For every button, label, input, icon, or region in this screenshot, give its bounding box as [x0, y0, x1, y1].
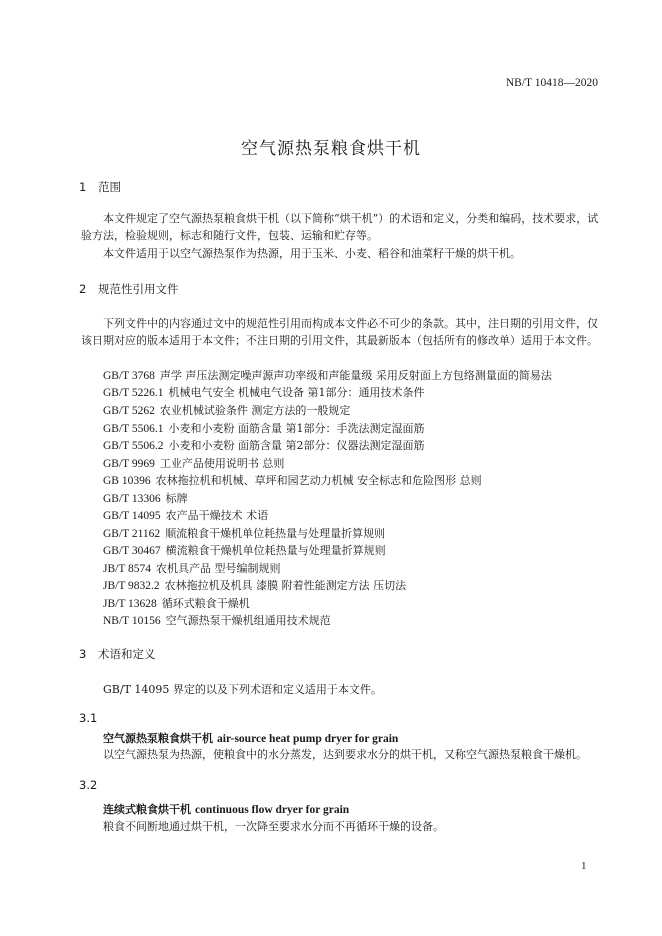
reference-item: [103, 525, 385, 541]
term-definition: 以空气源热泵为热源，使粮食中的水分蒸发，达到要求水分的烘干机，又称空气源热泵粮食干燥机。: [103, 748, 587, 761]
section-1-paragraph-2: 本文件适用于以空气源热泵作为热源，用于玉米、小麦、稻谷和油菜籽干燥的烘干机。: [103, 247, 521, 260]
section-1-paragraph-1: 本文件规定了空气源热泵粮食烘干机（以下简称“烘干机”）的术语和定义，分类和编码，技术要求，试验方法，检验规则，标志和随行文件，包装、运输和贮存等。: [81, 212, 599, 242]
reference-title: 横流粮食干燥机单位耗热量与处理量折算规则: [165, 544, 386, 557]
reference-code: GB/T 5506.1: [103, 423, 164, 435]
reference-title: 循环式粮食干燥机: [161, 597, 250, 610]
reference-code: GB/T 14095: [103, 510, 161, 522]
section-title: 规范性引用文件: [98, 282, 179, 296]
reference-code: GB/T 13306: [103, 493, 161, 505]
reference-title: 空气源热泵干燥机组通用技术规范: [165, 614, 331, 627]
reference-code: JB/T 9832.2: [103, 580, 160, 592]
term-chinese: 空气源热泵粮食烘干机: [103, 732, 213, 745]
reference-item: [103, 542, 386, 558]
term-english: continuous flow dryer for grain: [195, 804, 350, 816]
term-number: 3.2: [79, 778, 98, 792]
reference-code: NB/T 10156: [103, 615, 161, 627]
reference-code: GB/T 5226.1: [103, 387, 164, 399]
reference-title: 小麦和小麦粉 面筋含量 第1部分：手洗法测定湿面筋: [168, 422, 425, 435]
reference-title: 农林拖拉机及机具 漆膜 附着性能测定方法 压切法: [164, 579, 407, 592]
reference-item: [103, 437, 425, 453]
reference-title: 农产品干燥技术 术语: [165, 509, 269, 522]
reference-title: 农业机械试验条件 测定方法的一般规定: [159, 404, 351, 417]
section-number: 3: [79, 647, 87, 661]
reference-code: GB/T 5262: [103, 405, 155, 417]
term-heading: [103, 801, 349, 817]
reference-title: 标牌: [165, 492, 188, 505]
section-2-intro: 下列文件中的内容通过文中的规范性引用而构成本文件必不可少的条款。其中，注日期的引用文件，仅该日期对应的版本适用于本文件；不注日期的引用文件，其最新版本（包括所有的修改单）适用于本文件。: [81, 317, 598, 347]
term-number: 3.1: [79, 711, 98, 725]
reference-code: GB/T 9969: [103, 458, 155, 470]
reference-item: [103, 455, 284, 471]
reference-item: [103, 402, 350, 418]
section-1-heading: [79, 179, 121, 195]
standard-code: NB/T 10418—2020: [505, 77, 598, 89]
section-number: 2: [79, 282, 87, 296]
reference-code: GB/T 3768: [103, 370, 155, 382]
section-2-heading: [79, 281, 179, 297]
reference-title: 农林拖拉机和机械、草坪和园艺动力机械 安全标志和危险图形 总则: [155, 474, 482, 487]
reference-item: [103, 384, 425, 400]
section-number: 1: [79, 180, 87, 194]
reference-code: JB/T 13628: [103, 598, 157, 610]
reference-item: [103, 560, 281, 576]
page-number: 1: [581, 860, 587, 872]
reference-title: 机械电气安全 机械电气设备 第1部分：通用技术条件: [168, 386, 425, 399]
reference-item: [103, 367, 552, 383]
reference-code: GB/T 5506.2: [103, 440, 164, 452]
reference-item: [103, 472, 482, 488]
section-title: 范围: [98, 180, 121, 194]
document-title: 空气源热泵粮食烘干机: [241, 139, 421, 159]
reference-code: JB/T 8574: [103, 563, 152, 575]
reference-title: 顺流粮食干燥机单位耗热量与处理量折算规则: [165, 527, 386, 540]
term-definition: 粮食不间断地通过烘干机，一次降至要求水分而不再循环干燥的设备。: [103, 820, 444, 833]
reference-item: [103, 420, 425, 436]
section-3-intro: GB/T 14095 界定的以及下列术语和定义适用于本文件。: [103, 683, 382, 696]
reference-title: 声学 声压法测定噪声源声功率级和声能量级 采用反射面上方包络测量面的简易法: [159, 369, 552, 382]
reference-item: [103, 507, 268, 523]
term-heading: [103, 730, 398, 746]
reference-code: GB/T 21162: [103, 528, 161, 540]
reference-code: GB/T 30467: [103, 545, 161, 557]
section-title: 术语和定义: [98, 647, 156, 661]
reference-title: 小麦和小麦粉 面筋含量 第2部分：仪器法测定湿面筋: [168, 439, 425, 452]
term-english: air-source heat pump dryer for grain: [217, 733, 399, 745]
section-3-heading: [79, 646, 156, 662]
reference-item: [103, 490, 188, 506]
reference-title: 工业产品使用说明书 总则: [159, 457, 285, 470]
term-chinese: 连续式粮食烘干机: [103, 803, 191, 816]
reference-item: [103, 577, 406, 593]
reference-title: 农机具产品 型号编制规则: [156, 562, 281, 575]
reference-code: GB 10396: [103, 475, 151, 487]
reference-item: [103, 612, 331, 628]
reference-item: [103, 595, 250, 611]
